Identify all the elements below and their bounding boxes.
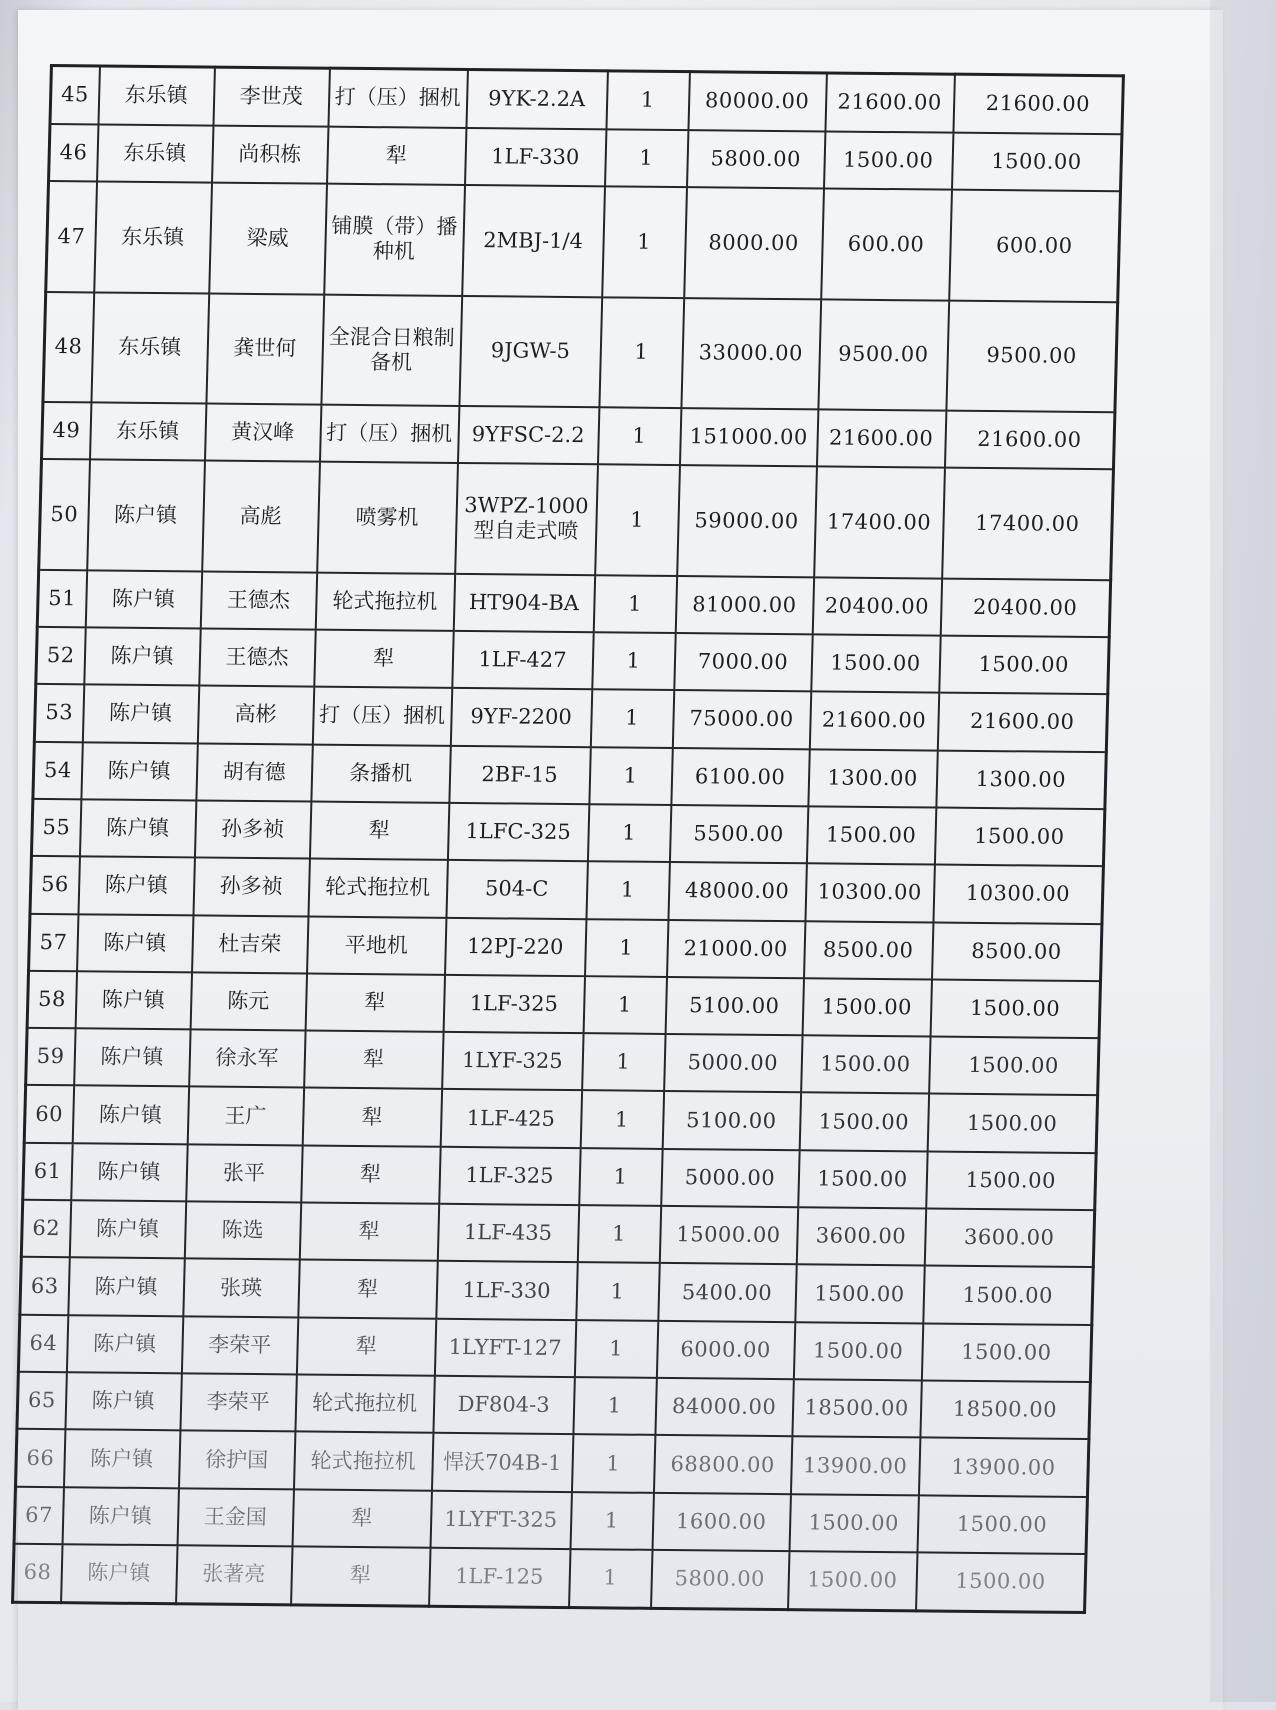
applicant-name-cell: 李荣平 [180, 1373, 296, 1431]
quantity-cell: 1 [589, 747, 672, 805]
applicant-name-cell: 胡有德 [196, 743, 312, 801]
table-row [21, 1200, 1094, 1268]
model-cell: DF804-3 [433, 1376, 574, 1435]
town-cell: 陈户镇 [77, 914, 193, 972]
applicant-name-cell: 陈元 [190, 972, 306, 1030]
quantity-cell: 1 [571, 1434, 654, 1492]
applicant-name-cell: 王金国 [177, 1488, 293, 1546]
table-row [13, 1544, 1086, 1613]
applicant-name-cell: 孙多祯 [193, 858, 309, 916]
applicant-name-cell: 高彪 [202, 461, 320, 572]
quantity-cell: 1 [585, 919, 668, 977]
price-cell: 1600.00 [652, 1493, 790, 1552]
town-cell: 陈户镇 [69, 1200, 185, 1258]
row-number-cell: 50 [39, 459, 90, 570]
subsidy-amount-cell: 21600.00 [816, 409, 945, 468]
row-number-cell: 58 [27, 971, 76, 1029]
subsidy-total-cell: 1500.00 [939, 636, 1109, 695]
subsidy-amount-cell: 1300.00 [808, 749, 937, 808]
paper-edge-shadow [1210, 0, 1276, 1702]
table-row [39, 459, 1114, 580]
table-row [33, 741, 1106, 809]
town-cell: 陈户镇 [65, 1372, 181, 1430]
price-cell: 5800.00 [687, 130, 825, 189]
applicant-name-cell: 徐永军 [189, 1030, 305, 1088]
town-cell: 东乐镇 [98, 66, 214, 125]
subsidy-total-cell: 1500.00 [929, 1037, 1099, 1096]
price-cell: 48000.00 [668, 862, 806, 921]
table-row [29, 913, 1102, 981]
table-row [14, 1486, 1087, 1554]
subsidy-total-cell: 20400.00 [940, 578, 1110, 637]
price-cell: 6100.00 [671, 748, 809, 807]
table-row [23, 1143, 1096, 1211]
subsidy-total-cell: 9500.00 [946, 300, 1118, 412]
table-row [18, 1315, 1091, 1383]
machine-type-cell: 犁 [327, 127, 466, 186]
town-cell: 东乐镇 [89, 402, 205, 460]
applicant-name-cell: 王广 [187, 1087, 303, 1145]
price-cell: 5500.00 [669, 805, 807, 864]
price-cell: 5400.00 [658, 1263, 796, 1322]
town-cell: 陈户镇 [72, 1086, 188, 1144]
quantity-cell: 1 [577, 1205, 660, 1263]
applicant-name-cell: 李世茂 [213, 67, 329, 126]
machine-type-cell: 犁 [296, 1317, 435, 1376]
machine-type-cell: 条播机 [311, 744, 450, 803]
subsidy-amount-cell: 18500.00 [792, 1379, 921, 1438]
price-cell: 75000.00 [672, 690, 810, 749]
subsidy-total-cell: 1500.00 [926, 1151, 1096, 1210]
town-cell: 陈户镇 [66, 1315, 182, 1373]
row-number-cell: 57 [29, 913, 78, 971]
subsidy-amount-cell: 1500.00 [802, 978, 931, 1037]
machine-type-cell: 喷雾机 [317, 462, 458, 574]
applicant-name-cell: 孙多祯 [194, 800, 310, 858]
model-cell: 悍沃704B-1 [431, 1433, 572, 1492]
row-number-cell: 61 [23, 1143, 72, 1201]
town-cell: 陈户镇 [85, 570, 201, 628]
price-cell: 68800.00 [653, 1435, 791, 1494]
subsidy-total-cell: 1500.00 [934, 807, 1104, 866]
subsidy-total-cell: 18500.00 [920, 1380, 1090, 1439]
row-number-cell: 45 [50, 66, 99, 125]
town-cell: 东乐镇 [97, 124, 213, 182]
applicant-name-cell: 龚世何 [206, 293, 324, 404]
town-cell: 陈户镇 [78, 857, 194, 915]
subsidy-amount-cell: 1500.00 [799, 1093, 928, 1152]
quantity-cell: 1 [587, 804, 670, 862]
row-number-cell: 63 [20, 1257, 69, 1315]
price-cell: 33000.00 [681, 298, 821, 410]
subsidy-total-cell: 8500.00 [932, 922, 1102, 981]
table-row [41, 402, 1114, 470]
town-cell: 东乐镇 [94, 182, 212, 293]
price-cell: 21000.00 [667, 920, 805, 979]
row-number-cell: 53 [34, 684, 83, 742]
price-cell: 5000.00 [661, 1149, 799, 1208]
quantity-cell: 1 [582, 1033, 665, 1091]
row-number-cell: 55 [31, 799, 80, 857]
row-number-cell: 51 [37, 570, 86, 628]
town-cell: 陈户镇 [74, 1028, 190, 1086]
subsidy-amount-cell: 3600.00 [796, 1207, 925, 1266]
applicant-name-cell: 张著亮 [176, 1545, 292, 1605]
applicant-name-cell: 黄汉峰 [204, 403, 320, 461]
table-row [46, 181, 1121, 302]
subsidy-amount-cell: 10300.00 [805, 864, 934, 923]
quantity-cell: 1 [580, 1091, 663, 1149]
model-cell: 1LF-330 [436, 1261, 577, 1320]
price-cell: 5100.00 [665, 977, 803, 1036]
subsidy-total-cell: 1500.00 [916, 1552, 1086, 1612]
model-cell: 1LYFT-127 [434, 1318, 575, 1377]
subsidy-total-cell: 21600.00 [953, 74, 1123, 134]
table-row [17, 1372, 1090, 1440]
model-cell: 1LF-435 [437, 1204, 578, 1263]
quantity-cell: 1 [583, 976, 666, 1034]
machine-type-cell: 打（压）捆机 [319, 405, 458, 464]
applicant-name-cell: 陈选 [184, 1201, 300, 1259]
table-row [37, 570, 1110, 638]
row-number-cell: 59 [26, 1028, 75, 1086]
quantity-cell: 1 [573, 1377, 656, 1435]
row-number-cell: 68 [13, 1544, 62, 1603]
subsidy-amount-cell: 1500.00 [793, 1322, 922, 1381]
quantity-cell: 1 [569, 1549, 652, 1608]
subsidy-total-cell: 1500.00 [927, 1094, 1097, 1153]
price-cell: 7000.00 [674, 633, 812, 692]
town-cell: 陈户镇 [75, 971, 191, 1029]
subsidy-amount-cell: 20400.00 [812, 577, 941, 636]
model-cell: 1LF-330 [465, 128, 606, 187]
price-cell: 84000.00 [655, 1378, 793, 1437]
applicant-name-cell: 徐护国 [178, 1431, 294, 1489]
machine-type-cell: 犁 [292, 1489, 431, 1548]
row-number-cell: 67 [14, 1486, 63, 1544]
subsidy-amount-cell: 21600.00 [809, 692, 938, 751]
table-row [24, 1085, 1097, 1153]
applicant-name-cell: 张瑛 [183, 1259, 299, 1317]
applicant-name-cell: 尚积栋 [212, 125, 328, 183]
machine-type-cell: 全混合日粮制备机 [321, 294, 462, 406]
applicant-name-cell: 梁威 [209, 183, 327, 294]
quantity-cell: 1 [576, 1263, 659, 1321]
machine-type-cell: 轮式拖拉机 [308, 859, 447, 918]
row-number-cell: 49 [41, 402, 90, 460]
machine-type-cell: 轮式拖拉机 [315, 572, 454, 631]
machine-type-cell: 平地机 [307, 916, 446, 975]
subsidy-amount-cell: 1500.00 [788, 1551, 917, 1611]
price-cell: 6000.00 [656, 1321, 794, 1380]
price-cell: 5000.00 [664, 1034, 802, 1093]
subsidy-total-cell: 600.00 [949, 190, 1121, 302]
table-row [36, 627, 1109, 695]
machine-type-cell: 犁 [302, 1088, 441, 1147]
price-cell: 5100.00 [662, 1091, 800, 1150]
model-cell: 9YF-2200 [450, 688, 591, 747]
subsidy-amount-cell: 8500.00 [804, 921, 933, 980]
table-row [30, 856, 1103, 924]
subsidy-amount-cell: 17400.00 [814, 467, 945, 579]
machine-type-cell: 犁 [298, 1260, 437, 1319]
model-cell: 12PJ-220 [445, 917, 586, 976]
town-cell: 陈户镇 [87, 460, 205, 571]
row-number-cell: 66 [15, 1429, 64, 1487]
subsidy-amount-cell: 9500.00 [818, 299, 949, 411]
quantity-cell: 1 [602, 187, 687, 298]
row-number-cell: 62 [21, 1200, 70, 1258]
table-row [26, 1028, 1099, 1096]
subsidy-amount-cell: 600.00 [821, 189, 952, 301]
price-cell: 151000.00 [679, 408, 817, 467]
table-row [34, 684, 1107, 752]
applicant-name-cell: 王德杰 [199, 628, 315, 686]
table-row [27, 971, 1100, 1039]
row-number-cell: 46 [49, 124, 98, 182]
town-cell: 陈户镇 [71, 1143, 187, 1201]
quantity-cell: 1 [593, 575, 676, 633]
subsidy-amount-cell: 1500.00 [789, 1494, 918, 1553]
model-cell: HT904-BA [453, 574, 594, 633]
model-cell: 1LF-325 [439, 1147, 580, 1206]
model-cell: 2MBJ-1/4 [462, 185, 605, 297]
machine-type-cell: 犁 [301, 1145, 440, 1204]
subsidy-amount-cell: 1500.00 [801, 1035, 930, 1094]
price-cell: 81000.00 [675, 576, 813, 635]
row-number-cell: 47 [46, 181, 97, 292]
town-cell: 陈户镇 [62, 1487, 178, 1545]
price-cell: 80000.00 [688, 72, 826, 132]
model-cell: 1LYF-325 [442, 1032, 583, 1091]
model-cell: 9YFSC-2.2 [457, 406, 598, 465]
quantity-cell: 1 [599, 297, 684, 408]
table-row [31, 799, 1104, 867]
town-cell: 陈户镇 [84, 627, 200, 685]
town-cell: 陈户镇 [82, 685, 198, 743]
quantity-cell: 1 [590, 690, 673, 748]
row-number-cell: 54 [33, 741, 82, 799]
subsidy-total-cell: 1500.00 [923, 1266, 1093, 1325]
price-cell: 5800.00 [651, 1550, 789, 1610]
price-cell: 59000.00 [677, 465, 817, 577]
machine-type-cell: 打（压）捆机 [312, 687, 451, 746]
model-cell: 1LF-125 [429, 1548, 570, 1608]
machine-type-cell: 犁 [309, 801, 448, 860]
table-row [43, 292, 1118, 413]
subsidy-amount-cell: 1500.00 [795, 1265, 924, 1324]
model-cell: 1LFC-325 [447, 803, 588, 862]
row-number-cell: 64 [18, 1315, 67, 1373]
applicant-name-cell: 杜吉荣 [192, 915, 308, 973]
subsidy-total-cell: 1500.00 [921, 1323, 1091, 1382]
quantity-cell: 1 [574, 1320, 657, 1378]
table-row [50, 66, 1123, 135]
machine-type-cell: 犁 [291, 1546, 430, 1606]
row-number-cell: 65 [17, 1372, 66, 1430]
town-cell: 陈户镇 [63, 1430, 179, 1488]
model-cell: 2BF-15 [449, 745, 590, 804]
table-body [13, 66, 1124, 1613]
row-number-cell: 48 [43, 292, 94, 403]
model-cell: 1LF-427 [452, 631, 593, 690]
town-cell: 陈户镇 [61, 1544, 177, 1604]
row-number-cell: 60 [24, 1085, 73, 1143]
subsidy-table [11, 64, 1125, 1614]
subsidy-amount-cell: 1500.00 [806, 806, 935, 865]
subsidy-amount-cell: 13900.00 [790, 1437, 919, 1496]
subsidy-total-cell: 17400.00 [942, 468, 1114, 580]
table-row [15, 1429, 1088, 1497]
quantity-cell: 1 [579, 1148, 662, 1206]
subsidy-total-cell: 1500.00 [930, 979, 1100, 1038]
model-cell: 504-C [446, 860, 587, 919]
row-number-cell: 52 [36, 627, 85, 685]
town-cell: 陈户镇 [81, 742, 197, 800]
subsidy-amount-cell: 1500.00 [811, 634, 940, 693]
quantity-cell: 1 [605, 129, 688, 187]
subsidy-amount-cell: 1500.00 [823, 131, 952, 190]
quantity-cell: 1 [606, 71, 689, 130]
subsidy-total-cell: 21600.00 [937, 693, 1107, 752]
quantity-cell: 1 [586, 861, 669, 919]
row-number-cell: 56 [30, 856, 79, 914]
subsidy-total-cell: 1500.00 [917, 1495, 1087, 1554]
applicant-name-cell: 高彬 [197, 686, 313, 744]
machine-type-cell: 打（压）捆机 [328, 68, 467, 128]
quantity-cell: 1 [570, 1492, 653, 1550]
machine-type-cell: 轮式拖拉机 [293, 1432, 432, 1491]
machine-type-cell: 犁 [304, 1031, 443, 1090]
machine-type-cell: 犁 [314, 630, 453, 689]
model-cell: 9JGW-5 [459, 296, 602, 408]
machine-type-cell: 轮式拖拉机 [295, 1374, 434, 1433]
applicant-name-cell: 李荣平 [181, 1316, 297, 1374]
machine-type-cell: 犁 [299, 1203, 438, 1262]
machine-type-cell: 铺膜（带）播种机 [324, 184, 465, 296]
subsidy-amount-cell: 1500.00 [798, 1150, 927, 1209]
model-cell: 1LF-425 [440, 1089, 581, 1148]
subsidy-total-cell: 21600.00 [944, 411, 1114, 470]
model-cell: 1LF-325 [443, 975, 584, 1034]
subsidy-total-cell: 1500.00 [951, 133, 1121, 192]
model-cell: 1LYFT-325 [430, 1490, 571, 1549]
machine-type-cell: 犁 [305, 973, 444, 1032]
applicant-name-cell: 张平 [186, 1144, 302, 1202]
subsidy-total-cell: 1300.00 [936, 750, 1106, 809]
table-row [49, 124, 1122, 192]
quantity-cell: 1 [597, 407, 680, 465]
applicant-name-cell: 王德杰 [200, 571, 316, 629]
town-cell: 东乐镇 [91, 292, 209, 403]
quantity-cell: 1 [592, 632, 675, 690]
subsidy-total-cell: 10300.00 [933, 865, 1103, 924]
town-cell: 陈户镇 [68, 1258, 184, 1316]
quantity-cell: 1 [595, 465, 680, 576]
subsidy-total-cell: 3600.00 [924, 1209, 1094, 1268]
price-cell: 8000.00 [684, 187, 824, 299]
price-cell: 15000.00 [659, 1206, 797, 1265]
table-row [20, 1257, 1093, 1325]
town-cell: 陈户镇 [79, 799, 195, 857]
model-cell: 3WPZ-1000型自走式喷 [455, 463, 598, 575]
subsidy-total-cell: 13900.00 [918, 1438, 1088, 1497]
subsidy-amount-cell: 21600.00 [825, 73, 954, 133]
model-cell: 9YK-2.2A [466, 70, 607, 130]
